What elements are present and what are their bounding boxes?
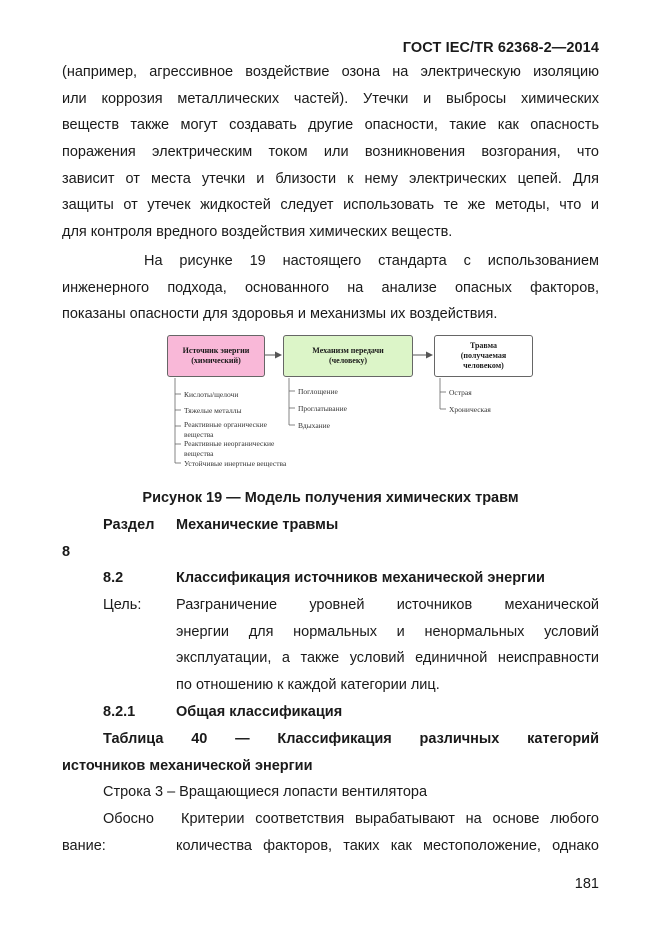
mechanism-item: Проглатывание [298,404,347,413]
text-line: Критерии соответствия вырабатывают на основе любого [181,811,599,827]
energy-source-box [167,335,265,377]
text-line: Таблица 40 — Классификация различных категорий [103,731,599,747]
box-label: (получаемая [460,351,507,360]
rationale-label: вание: [62,838,106,854]
figure-reference-paragraph [62,248,599,328]
figure-caption: Рисунок 19 — Модель получения химических травм [142,490,519,506]
box-label: человеком) [463,361,504,370]
transfer-mechanism-box [283,335,413,377]
injury-item: Острая [449,388,472,397]
box-label: Травма [469,341,498,350]
mechanism-item: Вдыхание [298,421,331,430]
page-number: 181 [574,876,599,892]
text-line: инженерного подхода, основанного на анализе опасных факторов, [62,279,599,296]
section-title: Механические травмы [176,517,339,533]
box-label: (химический) [191,356,241,365]
source-item: Реактивные органические [184,420,267,429]
subclause-title: Общая классификация [176,704,343,720]
text-line: по отношению к каждой категории лиц. [176,677,440,694]
clause-number: 8.2 [103,570,124,586]
source-item: вещества [184,449,214,458]
document-header: ГОСТ IEC/TR 62368-2—2014 [402,40,599,56]
source-item: Кислоты/щелочи [184,390,239,399]
box-label: Источник энергии [182,346,250,355]
source-item: вещества [184,430,214,439]
text-line: показаны опасности для здоровья и механизмы их воздействия. [62,306,498,323]
text-line: эксплуатации, а также условий единичной неисправности [176,650,599,667]
chemical-injury-diagram [165,332,537,472]
table-row-3: Строка 3 – Вращающиеся лопасти вентилятора [103,784,428,800]
text-line: (например, агрессивное воздействие озона на электрическую изоляцию [62,64,599,80]
goal-text [176,592,599,699]
text-line: На рисунке 19 настоящего стандарта с использованием [144,253,599,269]
injury-box [434,335,533,377]
box-label: (человеку) [328,356,368,365]
section-label: Раздел [103,517,155,533]
text-line: защиты от утечек жидкостей следует использовать те же методы, что и [62,197,599,214]
mechanism-item: Поглощение [298,387,338,396]
text-line: количества факторов, таких как местоположение, однако [176,837,599,854]
injury-item: Хроническая [449,405,491,414]
text-line: зависит от места утечки и близости к нему электрических цепей. Для [62,170,599,187]
goal-label: Цель: [103,597,142,613]
box-label: Механизм передачи [312,346,384,355]
intro-paragraph [62,59,599,246]
source-item: Устойчивые инертные вещества [184,459,287,468]
text-line: энергии для нормальных и ненормальных условий [176,623,599,640]
text-line: поражения электрическим током или возникновения возгорания, что [62,144,599,161]
text-line: источников механической энергии [62,757,313,774]
rationale-label: Обосно [103,811,154,827]
clause-title: Классификация источников механической энергии [176,570,545,586]
text-line: или коррозия металлических частей). Утечки и выбросы химических [62,90,599,107]
rationale-text [176,806,599,859]
source-item: Тяжелые металлы [184,406,242,415]
source-item: Реактивные неорганические [184,439,275,448]
text-line: веществ также могут создавать другие опасности, такие как опасность [62,117,599,134]
section-number: 8 [62,544,71,560]
text-line: Разграничение уровней источников механической [176,597,599,613]
table-title [62,726,599,779]
subclause-number: 8.2.1 [103,704,136,720]
text-line: для контроля вредного воздействия химических веществ. [62,224,453,241]
